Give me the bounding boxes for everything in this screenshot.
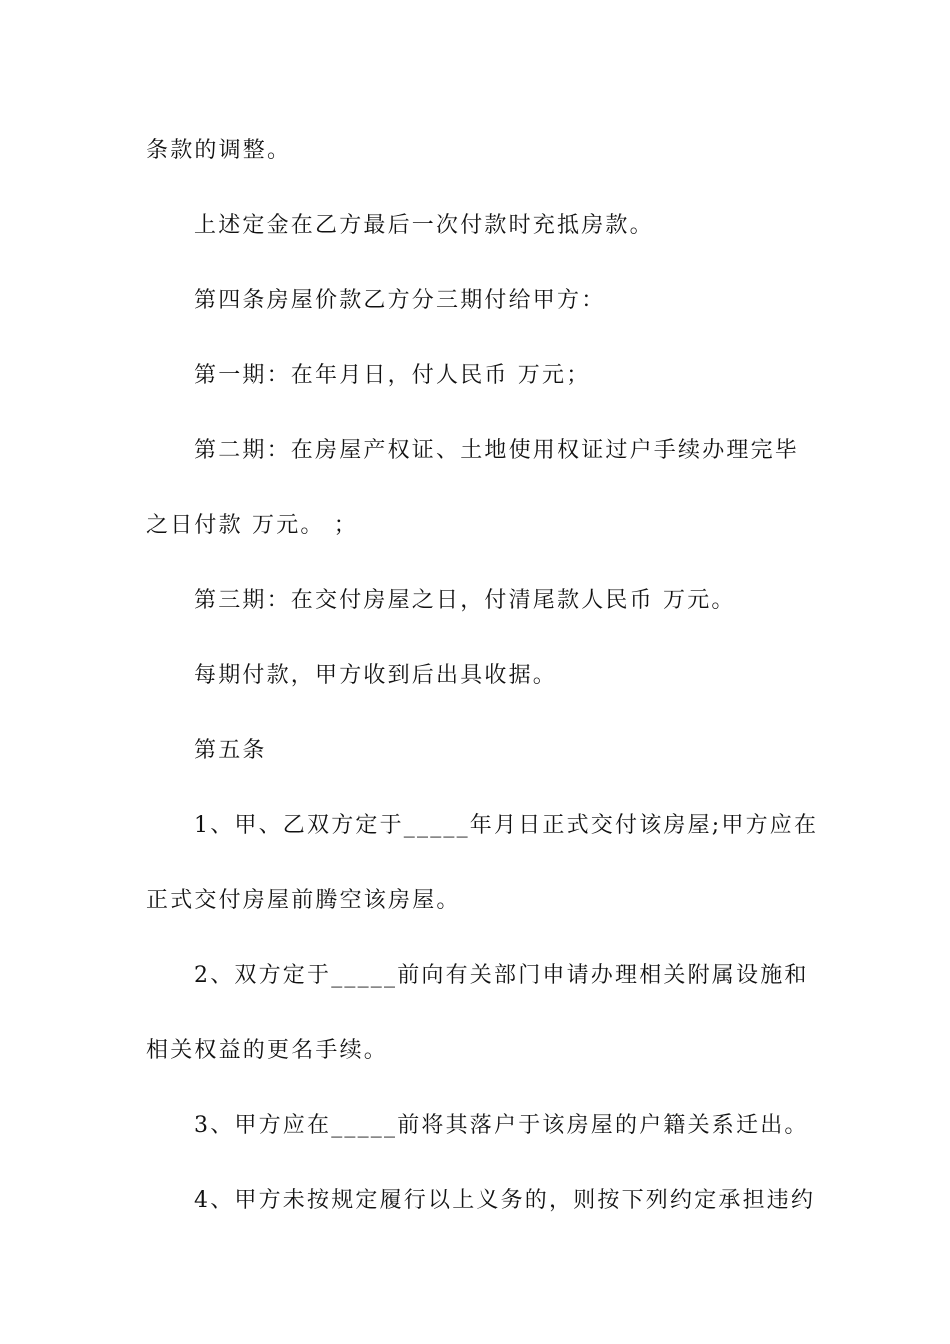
text-line: 第二期：在房屋产权证、土地使用权证过户手续办理完毕 <box>194 438 800 463</box>
text-line: 第四条房屋价款乙方分三期付给甲方： <box>194 288 606 313</box>
text-line: 之日付款 万元。 ； <box>146 513 358 538</box>
text-line: 3、甲方应在_____前将其落户于该房屋的户籍关系迁出。 <box>194 1113 809 1138</box>
text-line: 第五条 <box>194 738 267 763</box>
text-line: 2、双方定于_____前向有关部门申请办理相关附属设施和 <box>194 963 809 988</box>
text-line: 4、甲方未按规定履行以上义务的，则按下列约定承担违约 <box>194 1188 816 1213</box>
text-line: 相关权益的更名手续。 <box>146 1038 389 1063</box>
text-line: 上述定金在乙方最后一次付款时充抵房款。 <box>194 213 654 238</box>
text-line: 1、甲、乙双方定于_____年月日正式交付该房屋;甲方应在 <box>194 813 819 838</box>
text-line: 每期付款，甲方收到后出具收据。 <box>194 663 558 688</box>
text-line: 第一期：在年月日，付人民币 万元； <box>194 363 591 388</box>
text-line: 第三期：在交付房屋之日，付清尾款人民币 万元。 <box>194 588 736 613</box>
text-line: 条款的调整。 <box>146 138 292 163</box>
text-line: 正式交付房屋前腾空该房屋。 <box>146 888 461 913</box>
